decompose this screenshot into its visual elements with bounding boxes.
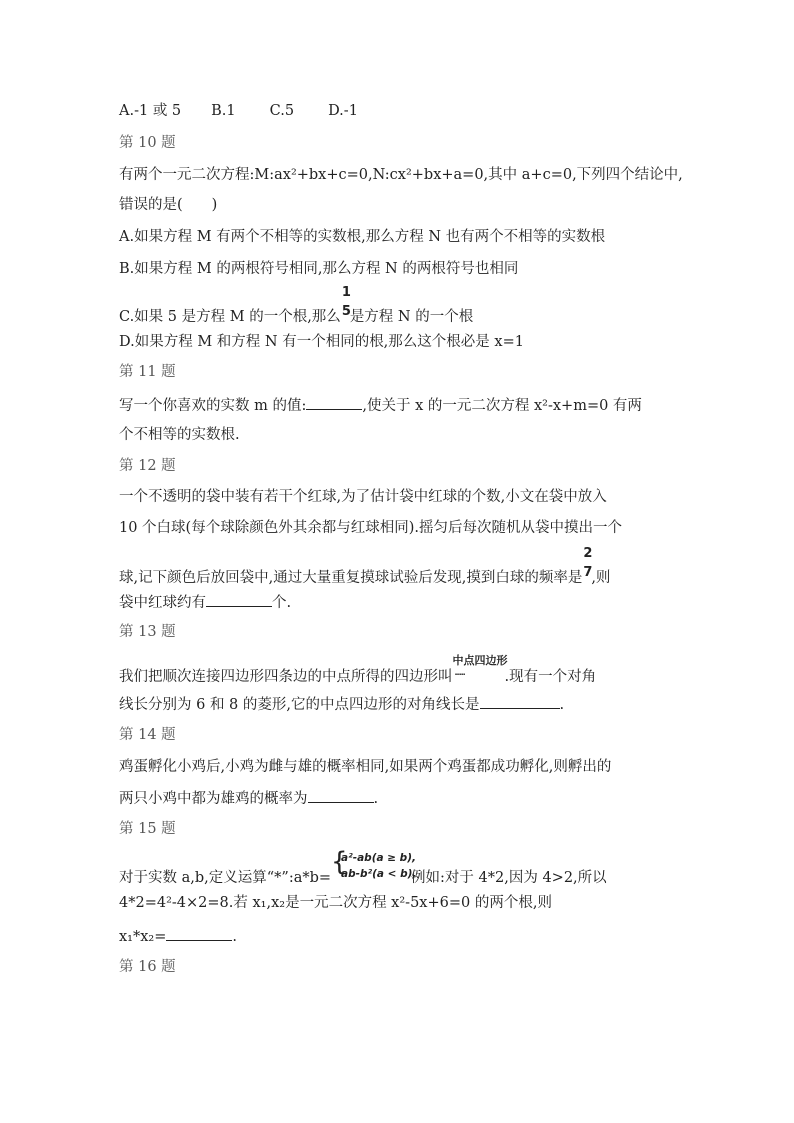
- q14-line1: 鸡蛋孵化小鸡后,小鸡为雌与雄的概率相同,如果两个鸡蛋都成功孵化,则孵出的: [119, 759, 612, 775]
- q12-line3: [119, 546, 611, 588]
- q14-line2: [119, 788, 378, 809]
- q9-option-d: D.-1: [328, 103, 358, 119]
- q9-option-b: B.1: [211, 103, 236, 119]
- fraction-numerator: 2: [583, 546, 593, 561]
- piecewise-case-2: ab-b²(a < b),: [341, 868, 417, 880]
- q14-line2-before: 两只小鸡中都为雄鸡的概率为: [119, 791, 308, 807]
- q15-line3-after: .: [232, 929, 237, 945]
- q13-line2-after: .: [559, 697, 565, 713]
- q11-line2: 个不相等的实数根.: [119, 427, 240, 443]
- answer-blank[interactable]: [308, 788, 374, 803]
- fraction-denominator: 5: [341, 304, 351, 319]
- q12-fraction: [582, 546, 593, 582]
- piecewise-case-1: a²-ab(a ≥ b),: [341, 852, 416, 864]
- q13-line1-after: .现有一个对角: [504, 669, 597, 685]
- q15-line3-before: x₁*x₂=: [119, 929, 167, 945]
- q10-stem-line1: 有两个一元二次方程:M:ax²+bx+c=0,N:cx²+bx+a=0,其中 a+c=0,下列四个结论中,: [119, 167, 683, 183]
- fraction-denominator: 7: [583, 565, 593, 580]
- q11-line1-after: ,使关于 x 的一元二次方程 x²-x+m=0 有两: [362, 398, 642, 414]
- q13-heading: 第 13 题: [119, 624, 176, 640]
- q15-line1-before: 对于实数 a,b,定义运算“*”:a*b=: [119, 870, 332, 886]
- answer-blank[interactable]: [206, 592, 272, 607]
- q11-line1-before: 写一个你喜欢的实数 m 的值:: [119, 398, 307, 414]
- q12-line4-after: 个.: [272, 595, 292, 611]
- fraction-numerator: 1: [341, 285, 351, 300]
- answer-blank[interactable]: [306, 395, 362, 410]
- q10-option-d: D.如果方程 M 和方程 N 有一个相同的根,那么这个根必是 x=1: [119, 334, 524, 350]
- q12-line3-before: 球,记下颜色后放回袋中,通过大量重复摸球试验后发现,摸到白球的频率是: [119, 570, 583, 586]
- q10-option-a: A.如果方程 M 有两个不相等的实数根,那么方程 N 也有两个不相等的实数根: [119, 229, 606, 245]
- q15-piecewise-definition: [331, 847, 417, 882]
- emphasized-word: 中点四边形: [452, 654, 508, 667]
- q13-line2: [119, 694, 564, 715]
- answer-blank[interactable]: [480, 694, 560, 709]
- q15-line1-after: 例如:对于 4*2,因为 4>2,所以: [411, 870, 607, 886]
- q15-line1: [119, 847, 607, 888]
- q9-option-c: C.5: [269, 103, 295, 119]
- q9-option-a: A.-1 或 5: [119, 103, 182, 119]
- q15-heading: 第 15 题: [119, 821, 176, 837]
- q12-line2: 10 个白球(每个球除颜色外其余都与红球相同).摇匀后每次随机从袋中摸出一个: [119, 520, 622, 536]
- q12-line3-after: ,则: [591, 570, 611, 586]
- q15-line2: 4*2=4²-4×2=8.若 x₁,x₂是一元二次方程 x²-5x+6=0 的两个根,则: [119, 895, 552, 911]
- q10-heading: 第 10 题: [119, 135, 176, 151]
- emphasis-dots: .....: [454, 668, 465, 677]
- q13-line1-before: 我们把顺次连接四边形四条边的中点所得的四边形叫: [119, 669, 453, 685]
- q11-line1: [119, 395, 642, 416]
- q10-option-b: B.如果方程 M 的两根符号相同,那么方程 N 的两根符号也相同: [119, 261, 519, 277]
- q10-stem-line2: 错误的是( ): [119, 197, 218, 213]
- q11-heading: 第 11 题: [119, 364, 176, 380]
- q12-line4: [119, 592, 291, 613]
- q10-option-c-fraction: [341, 285, 351, 321]
- q12-line1: 一个不透明的袋中装有若干个红球,为了估计袋中红球的个数,小文在袋中放入: [119, 489, 607, 505]
- q10-option-c-after: 是方程 N 的一个根: [349, 309, 474, 325]
- q13-emphasized-term: [452, 654, 508, 681]
- q16-heading: 第 16 题: [119, 959, 176, 975]
- q13-line2-before: 线长分别为 6 和 8 的菱形,它的中点四边形的对角线长是: [119, 697, 480, 713]
- q14-line2-after: .: [373, 791, 379, 807]
- q14-heading: 第 14 题: [119, 727, 176, 743]
- q10-option-c-before: C.如果 5 是方程 M 的一个根,那么: [119, 309, 341, 325]
- answer-blank[interactable]: [166, 926, 232, 941]
- left-brace: {: [331, 847, 348, 877]
- q12-line4-before: 袋中红球约有: [119, 595, 206, 611]
- q13-line1: [119, 654, 597, 687]
- q10-option-c: [119, 285, 474, 327]
- q12-heading: 第 12 题: [119, 458, 176, 474]
- q9-options: [119, 101, 358, 121]
- q15-line3: [119, 926, 237, 947]
